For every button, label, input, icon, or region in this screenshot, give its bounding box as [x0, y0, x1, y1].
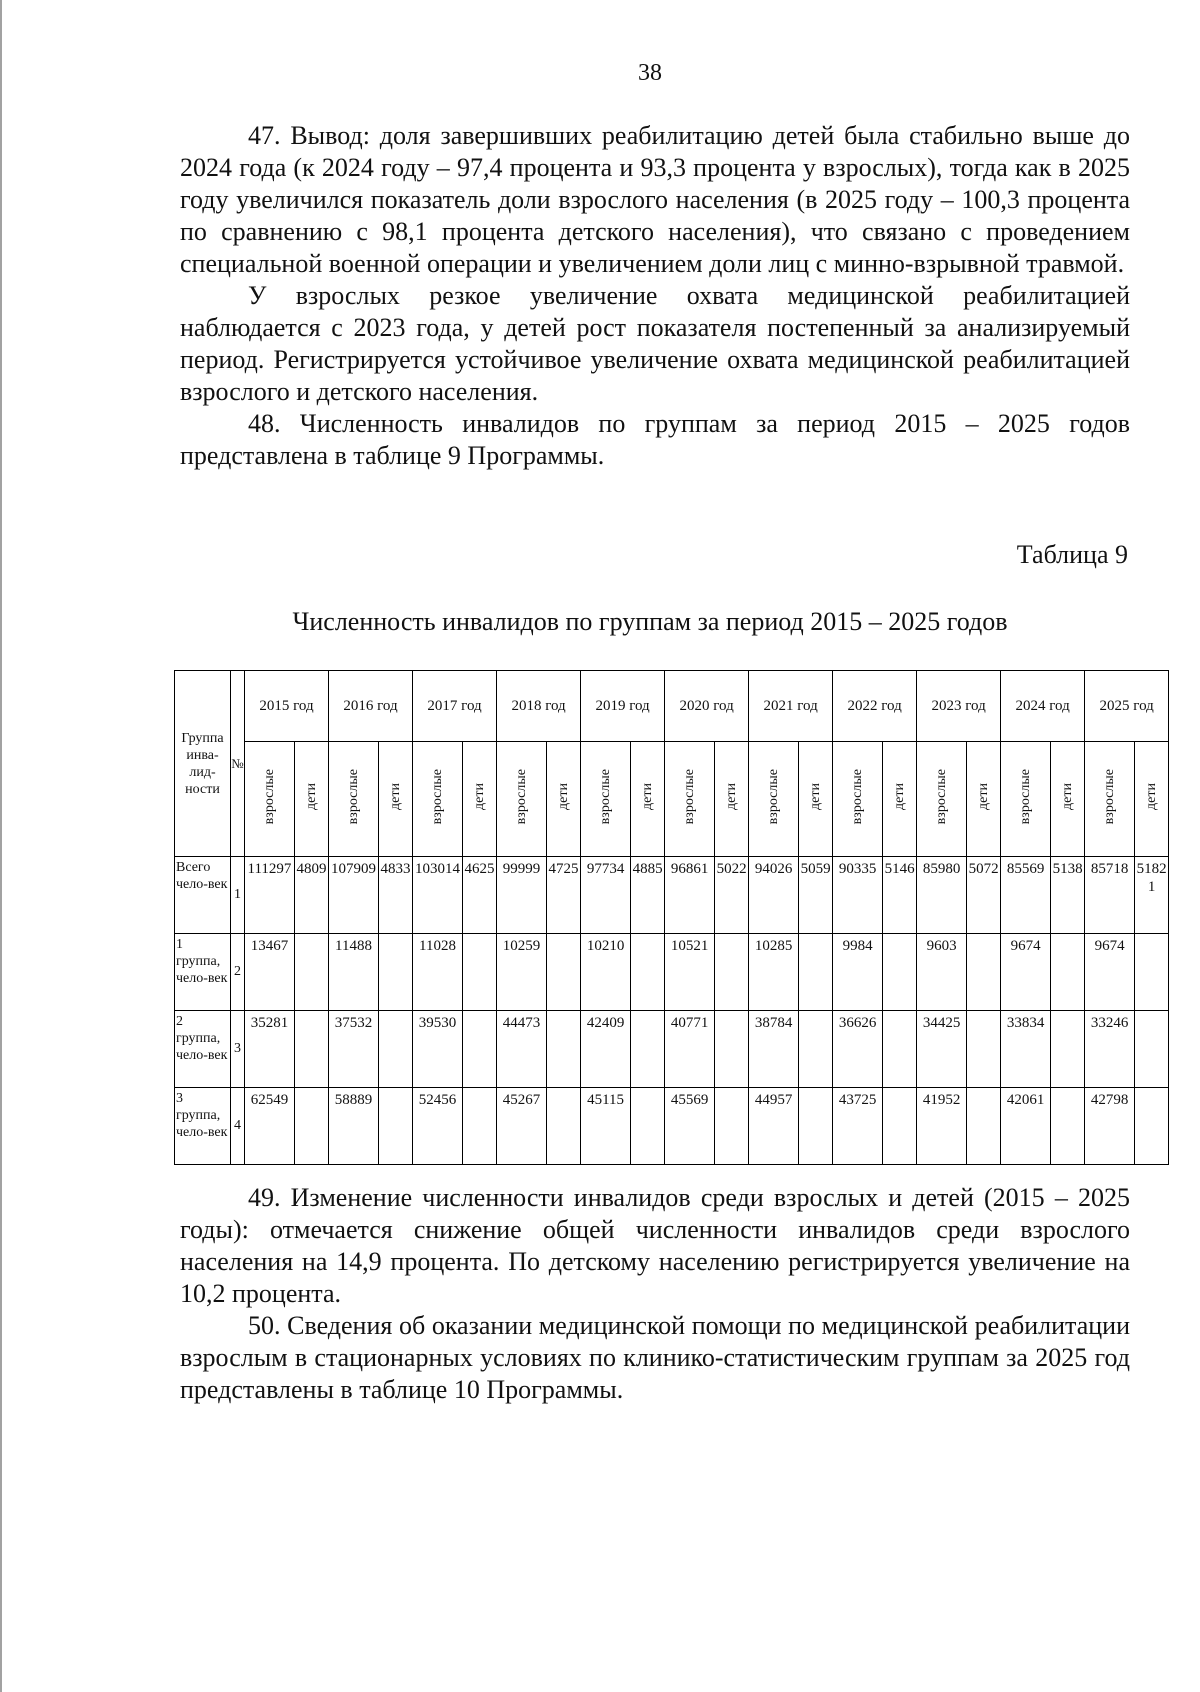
- adults-subheader: [665, 742, 715, 857]
- child-value-cell: [967, 1088, 1001, 1165]
- table-title: Численность инвалидов по группам за период 2015 – 2025 годов: [292, 607, 1008, 636]
- year-header: 2025 год: [1085, 671, 1169, 742]
- children-subheader: [715, 742, 749, 857]
- paragraph-48: 48. Численность инвалидов по группам за период 2015 – 2025 годов представлена в таблице 9 Программы.: [180, 409, 1130, 470]
- subheader-label: дети: [303, 783, 319, 810]
- children-subheader: [547, 742, 581, 857]
- child-value-cell: [1051, 934, 1085, 1011]
- adult-value-cell: 9674: [1085, 934, 1135, 1011]
- child-value-cell: [1135, 1088, 1169, 1165]
- child-value-cell: [631, 934, 665, 1011]
- child-value-cell: [463, 934, 497, 1011]
- child-value-cell: 5138: [1051, 857, 1085, 934]
- adult-value-cell: 44473: [497, 1011, 547, 1088]
- adult-value-cell: 44957: [749, 1088, 799, 1165]
- child-value-cell: [883, 1011, 917, 1088]
- child-value-cell: [799, 1011, 833, 1088]
- adult-value-cell: 58889: [329, 1088, 379, 1165]
- adult-value-cell: 34425: [917, 1011, 967, 1088]
- children-subheader: [379, 742, 413, 857]
- child-value-cell: 4885: [631, 857, 665, 934]
- adult-value-cell: 11488: [329, 934, 379, 1011]
- adult-value-cell: 41952: [917, 1088, 967, 1165]
- subheader-label: дети: [723, 783, 739, 810]
- adult-value-cell: 38784: [749, 1011, 799, 1088]
- subheader-label: взрослые: [261, 768, 277, 825]
- adult-value-cell: 45115: [581, 1088, 631, 1165]
- child-value-cell: [379, 1088, 413, 1165]
- adults-subheader: [1085, 742, 1135, 857]
- adult-value-cell: 97734: [581, 857, 631, 934]
- child-value-cell: [1135, 1011, 1169, 1088]
- group-header: [175, 671, 231, 857]
- children-subheader: [1135, 742, 1169, 857]
- adults-subheader: [497, 742, 547, 857]
- child-value-cell: [1051, 1088, 1085, 1165]
- child-value-cell: 4725: [547, 857, 581, 934]
- row-number: 3: [231, 1011, 245, 1088]
- subheader-label: взрослые: [933, 768, 949, 825]
- adult-value-cell: 94026: [749, 857, 799, 934]
- child-value-cell: [883, 934, 917, 1011]
- disability-groups-table: [174, 670, 1169, 1165]
- table-row: [175, 934, 1169, 1011]
- adult-value-cell: 52456: [413, 1088, 463, 1165]
- child-value-cell: [295, 1088, 329, 1165]
- child-value-cell: 4625: [463, 857, 497, 934]
- child-value-cell: [547, 934, 581, 1011]
- adult-value-cell: 10521: [665, 934, 715, 1011]
- child-value-cell: [883, 1088, 917, 1165]
- adult-value-cell: 111297: [245, 857, 295, 934]
- row-label: 2 группа, чело-век: [175, 1011, 231, 1088]
- child-value-cell: [967, 934, 1001, 1011]
- child-value-cell: [799, 1088, 833, 1165]
- adult-value-cell: 13467: [245, 934, 295, 1011]
- year-header: 2021 год: [749, 671, 833, 742]
- adults-subheader: [581, 742, 631, 857]
- text-block-before-table: [180, 120, 1130, 472]
- subheader-label: взрослые: [597, 768, 613, 825]
- adult-value-cell: 9603: [917, 934, 967, 1011]
- year-header: 2019 год: [581, 671, 665, 742]
- row-label: 3 группа, чело-век: [175, 1088, 231, 1165]
- table-label: Таблица 9: [1016, 540, 1128, 569]
- year-header: 2023 год: [917, 671, 1001, 742]
- adult-value-cell: 85569: [1001, 857, 1051, 934]
- child-value-cell: [715, 934, 749, 1011]
- child-value-cell: [715, 1088, 749, 1165]
- subheader-label: дети: [471, 783, 487, 810]
- child-value-cell: [379, 934, 413, 1011]
- group-header-label: Группа инва-лид-ности: [181, 730, 224, 797]
- adult-value-cell: 33834: [1001, 1011, 1051, 1088]
- scan-edge-line: [0, 0, 2, 1692]
- child-value-cell: [547, 1088, 581, 1165]
- subheader-label: взрослые: [765, 768, 781, 825]
- child-value-cell: 5072: [967, 857, 1001, 934]
- adult-value-cell: 39530: [413, 1011, 463, 1088]
- adult-value-cell: 10210: [581, 934, 631, 1011]
- child-value-cell: 51821: [1135, 857, 1169, 934]
- year-header: 2016 год: [329, 671, 413, 742]
- subheader-label: взрослые: [849, 768, 865, 825]
- child-value-cell: [799, 934, 833, 1011]
- row-number: 4: [231, 1088, 245, 1165]
- child-value-cell: [463, 1088, 497, 1165]
- adult-value-cell: 96861: [665, 857, 715, 934]
- child-value-cell: [631, 1011, 665, 1088]
- row-label: 1 группа, чело-век: [175, 934, 231, 1011]
- subheader-label: дети: [387, 783, 403, 810]
- adults-subheader: [413, 742, 463, 857]
- adult-value-cell: 85980: [917, 857, 967, 934]
- adults-subheader: [833, 742, 883, 857]
- children-subheader: [463, 742, 497, 857]
- year-header: 2020 год: [665, 671, 749, 742]
- subheader-label: взрослые: [681, 768, 697, 825]
- adult-value-cell: 40771: [665, 1011, 715, 1088]
- adult-value-cell: 33246: [1085, 1011, 1135, 1088]
- subheader-label: дети: [975, 783, 991, 810]
- table-subheader-row: [175, 742, 1169, 857]
- child-value-cell: [631, 1088, 665, 1165]
- adult-value-cell: 10259: [497, 934, 547, 1011]
- child-value-cell: 5059: [799, 857, 833, 934]
- year-header: 2018 год: [497, 671, 581, 742]
- row-number: 2: [231, 934, 245, 1011]
- number-header: №: [231, 671, 245, 857]
- table-row: [175, 1088, 1169, 1165]
- adult-value-cell: 45569: [665, 1088, 715, 1165]
- subheader-label: дети: [807, 783, 823, 810]
- child-value-cell: [295, 1011, 329, 1088]
- adult-value-cell: 37532: [329, 1011, 379, 1088]
- child-value-cell: 5146: [883, 857, 917, 934]
- child-value-cell: [967, 1011, 1001, 1088]
- paragraph-47: 47. Вывод: доля завершивших реабилитацию детей была стабильно выше до 2024 года (к 2024 году – 97,4 процента и 93,3 процента у взрослых), тогда как в 2025 году увеличился показатель доли взрослого населения (в 2025 году – 100,3 процента по сравнению с 98,1 процента детского населения), что связано с проведением специальной военной операции и увеличением доли лиц с минно-взрывной травмой.: [180, 121, 1130, 278]
- year-header: 2015 год: [245, 671, 329, 742]
- adult-value-cell: 10285: [749, 934, 799, 1011]
- paragraph-50: 50. Сведения об оказании медицинской помощи по медицинской реабилитации взрослым в стационарных условиях по клинико-статистическим группам за 2025 год представлены в таблице 10 Программы.: [180, 1311, 1130, 1404]
- adults-subheader: [1001, 742, 1051, 857]
- child-value-cell: 4809: [295, 857, 329, 934]
- child-value-cell: [379, 1011, 413, 1088]
- year-header: 2024 год: [1001, 671, 1085, 742]
- adults-subheader: [749, 742, 799, 857]
- adult-value-cell: 90335: [833, 857, 883, 934]
- subheader-label: дети: [1143, 783, 1159, 810]
- adult-value-cell: 62549: [245, 1088, 295, 1165]
- child-value-cell: [547, 1011, 581, 1088]
- adult-value-cell: 107909: [329, 857, 379, 934]
- adult-value-cell: 11028: [413, 934, 463, 1011]
- adult-value-cell: 42409: [581, 1011, 631, 1088]
- children-subheader: [295, 742, 329, 857]
- child-value-cell: [295, 934, 329, 1011]
- child-value-cell: [1135, 934, 1169, 1011]
- row-number: 1: [231, 857, 245, 934]
- children-subheader: [799, 742, 833, 857]
- page-number: 38: [638, 60, 662, 86]
- adult-value-cell: 35281: [245, 1011, 295, 1088]
- subheader-label: взрослые: [429, 768, 445, 825]
- table-row: [175, 1011, 1169, 1088]
- table-year-header-row: [175, 671, 1169, 742]
- adult-value-cell: 36626: [833, 1011, 883, 1088]
- subheader-label: взрослые: [1017, 768, 1033, 825]
- adult-value-cell: 45267: [497, 1088, 547, 1165]
- subheader-label: взрослые: [1101, 768, 1117, 825]
- adult-value-cell: 103014: [413, 857, 463, 934]
- children-subheader: [1051, 742, 1085, 857]
- text-block-after-table: [180, 1182, 1130, 1406]
- child-value-cell: [1051, 1011, 1085, 1088]
- children-subheader: [967, 742, 1001, 857]
- adults-subheader: [245, 742, 295, 857]
- year-header: 2022 год: [833, 671, 917, 742]
- subheader-label: взрослые: [513, 768, 529, 825]
- adult-value-cell: 99999: [497, 857, 547, 934]
- adult-value-cell: 9984: [833, 934, 883, 1011]
- adults-subheader: [917, 742, 967, 857]
- child-value-cell: 4833: [379, 857, 413, 934]
- child-value-cell: [463, 1011, 497, 1088]
- adult-value-cell: 42061: [1001, 1088, 1051, 1165]
- child-value-cell: 5022: [715, 857, 749, 934]
- row-label: Всего чело-век: [175, 857, 231, 934]
- subheader-label: дети: [555, 783, 571, 810]
- subheader-label: дети: [891, 783, 907, 810]
- paragraph-49: 49. Изменение численности инвалидов среди взрослых и детей (2015 – 2025 годы): отмечается снижение общей численности инвалидов среди взрослого населения на 14,9 процента. По детскому населению регистрируется увеличение на 10,2 процента.: [180, 1183, 1130, 1308]
- adult-value-cell: 9674: [1001, 934, 1051, 1011]
- adult-value-cell: 42798: [1085, 1088, 1135, 1165]
- children-subheader: [883, 742, 917, 857]
- table-row: [175, 857, 1169, 934]
- children-subheader: [631, 742, 665, 857]
- paragraph-rehab-coverage: У взрослых резкое увеличение охвата медицинской реабилитацией наблюдается с 2023 года, у детей рост показателя постепенный за анализируемый период. Регистрируется устойчивое увеличение охвата медицинской реабилитацией взрослого и детского населения.: [180, 281, 1130, 406]
- child-value-cell: [715, 1011, 749, 1088]
- subheader-label: дети: [1059, 783, 1075, 810]
- subheader-label: дети: [639, 783, 655, 810]
- year-header: 2017 год: [413, 671, 497, 742]
- adult-value-cell: 43725: [833, 1088, 883, 1165]
- adults-subheader: [329, 742, 379, 857]
- subheader-label: взрослые: [345, 768, 361, 825]
- adult-value-cell: 85718: [1085, 857, 1135, 934]
